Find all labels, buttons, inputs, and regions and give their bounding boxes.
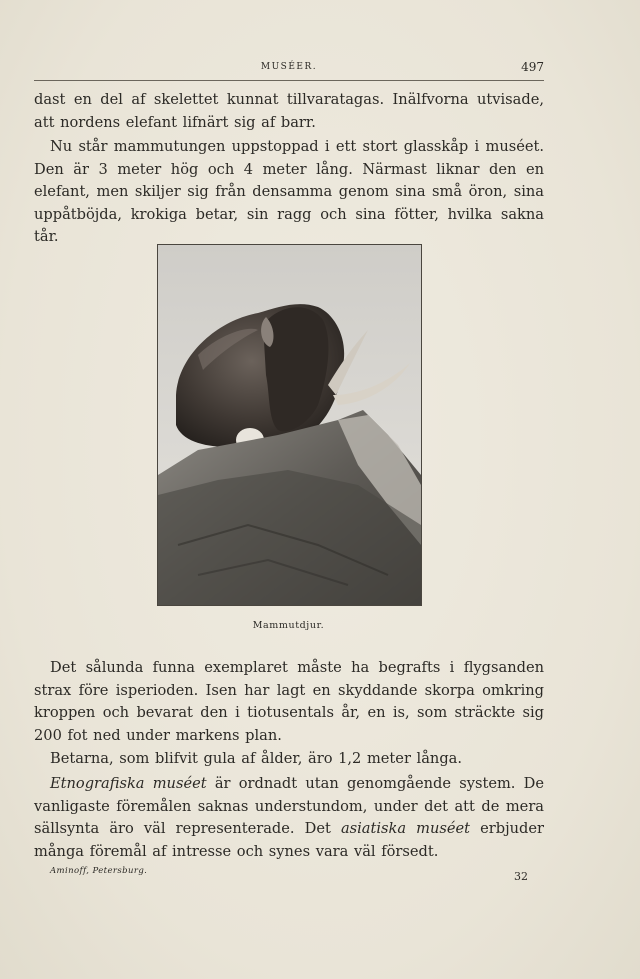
paragraph-5 <box>34 773 544 863</box>
header-rule <box>34 80 544 81</box>
paragraph-4: Betarna, som blifvit gula af ålder, äro 1,2 meter långa. <box>50 750 463 767</box>
sheet-number: 32 <box>514 870 528 883</box>
figure-caption: Mammutdjur. <box>252 620 325 631</box>
paragraph-1: dast en del af skelettet kunnat tillvaratagas. Inälfvorna utvisade, att nordens elefant lifnärt sig af barr. <box>34 91 544 131</box>
running-head <box>34 60 544 76</box>
mammoth-photograph <box>157 244 422 606</box>
paragraph-2: Nu står mammutungen uppstoppad i ett stort glasskåp i muséet. Den är 3 meter hög och 4 meter lång. Närmast liknar den en elefant, men skiljer sig från densamma genom sina små öron, sina uppåtböjda, krokiga betar, sin ragg och sina fötter, hvilka sakna tår. <box>34 138 544 245</box>
paragraph-5-text-2: erbjuder många föremål af intresse och synes vara väl försedt. <box>34 820 544 860</box>
printer-signature: Aminoff, Petersburg. <box>50 866 148 876</box>
page-number: 497 <box>521 60 544 74</box>
paragraph-5-text-1: är ordnadt utan genomgående system. De vanligaste föremålen saknas understundom, under det att de mera sällsynta äro väl representerade. Det <box>34 775 544 837</box>
running-head-title: MUSÉER. <box>260 62 318 72</box>
italic-etnografiska: Etnografiska muséet <box>50 775 207 792</box>
paragraph-3: Det sålunda funna exemplaret måste ha begrafts i flygsanden strax före isperioden. Isen har lagt en skyddande skorpa omkring kroppen och bevarat den i tiotusentals år, en is, som sträckte sig 200 fot ned under markens plan. <box>34 659 544 744</box>
italic-asiatiska: asiatiska muséet <box>340 820 471 837</box>
